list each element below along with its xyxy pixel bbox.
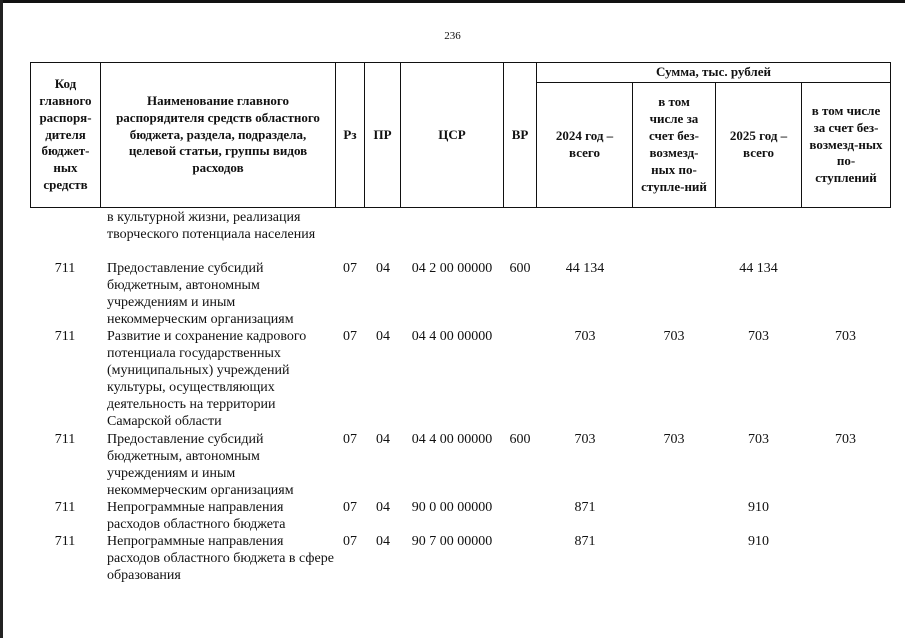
table-row-name: Предоставление субсидий бюджетным, автономным учреждениям и иным некоммерческим организациям: [107, 261, 294, 327]
table-row-name: Непрограммные направления расходов областного бюджета: [107, 500, 286, 532]
table-row-2025-total: 910: [748, 500, 769, 515]
table-row-code: 711: [54, 500, 76, 515]
table-row-code: 711: [54, 534, 76, 549]
page-number: 236: [444, 30, 461, 42]
table-row-rz: 07: [343, 500, 357, 515]
table-row-2024-free: 703: [663, 329, 685, 344]
header-2025-free: в том числе за счет без-возмезд-ных по-ступлений: [801, 82, 891, 208]
table-row-2024-free: 703: [663, 432, 685, 447]
scan-border-top: [0, 0, 905, 3]
table-row-code: 711: [54, 432, 76, 447]
table-row-2024-total: 44 134: [565, 261, 605, 276]
table-row-rz: 07: [343, 261, 357, 276]
header-vr: ВР: [503, 62, 537, 208]
table-row-2024-total: 871: [574, 534, 596, 549]
table-row-rz: 07: [343, 329, 357, 344]
header-pr: ПР: [364, 62, 401, 208]
table-row-csr: 04 2 00 00000: [411, 261, 493, 276]
table-row-pr: 04: [376, 261, 390, 276]
table-row-code: 711: [54, 261, 76, 276]
table-row-rz: 07: [343, 432, 357, 447]
table-row-pr: 04: [376, 329, 390, 344]
table-row-name: Развитие и сохранение кадрового потенциала государственных (муниципальных) учреждений культуры, осуществляющих деятельность на территории Самарской области: [107, 329, 307, 429]
table-row-pr: 04: [376, 534, 390, 549]
header-2025-total: 2025 год – всего: [715, 82, 802, 208]
table-row-pr: 04: [376, 500, 390, 515]
header-csr: ЦСР: [400, 62, 504, 208]
table-row-pr: 04: [376, 432, 390, 447]
table-row-name: Непрограммные направления расходов областного бюджета в сфере образования: [107, 534, 334, 583]
table-row-vr: 600: [509, 432, 531, 447]
table-row-name: Предоставление субсидий бюджетным, автономным учреждениям и иным некоммерческим организациям: [107, 432, 294, 498]
table-row-2025-total: 703: [748, 329, 769, 344]
table-row-code: 711: [54, 329, 76, 344]
header-2024-total: 2024 год – всего: [536, 82, 633, 208]
scan-border-left: [0, 0, 3, 638]
table-row-name: в культурной жизни, реализация творческого потенциала населения: [107, 210, 316, 242]
table-row-2025-total: 44 134: [739, 261, 778, 276]
table-row-2024-total: 703: [574, 432, 596, 447]
table-row-csr: 90 0 00 00000: [411, 500, 493, 515]
table-row-2024-total: 871: [574, 500, 596, 515]
header-name: Наименование главного распорядителя средств областного бюджета, раздела, подраздела, целевой статьи, группы видов расходов: [100, 62, 336, 208]
table-row-csr: 04 4 00 00000: [411, 432, 493, 447]
header-2024-free: в том числе за счет без-возмезд-ных по-ступле-ний: [632, 82, 716, 208]
table-row-rz: 07: [343, 534, 357, 549]
table-row-2025-free: 703: [835, 432, 856, 447]
header-sum-group: Сумма, тыс. рублей: [536, 62, 891, 83]
header-code: Код главного распоря-дителя бюджет-ных средств: [30, 62, 101, 208]
table-row-csr: 90 7 00 00000: [411, 534, 493, 549]
table-row-vr: 600: [509, 261, 531, 276]
table-row-2025-total: 910: [748, 534, 769, 549]
table-row-2025-total: 703: [748, 432, 769, 447]
table-row-2025-free: 703: [835, 329, 856, 344]
table-row-2024-total: 703: [574, 329, 596, 344]
table-row-csr: 04 4 00 00000: [411, 329, 493, 344]
header-rz: Рз: [335, 62, 365, 208]
